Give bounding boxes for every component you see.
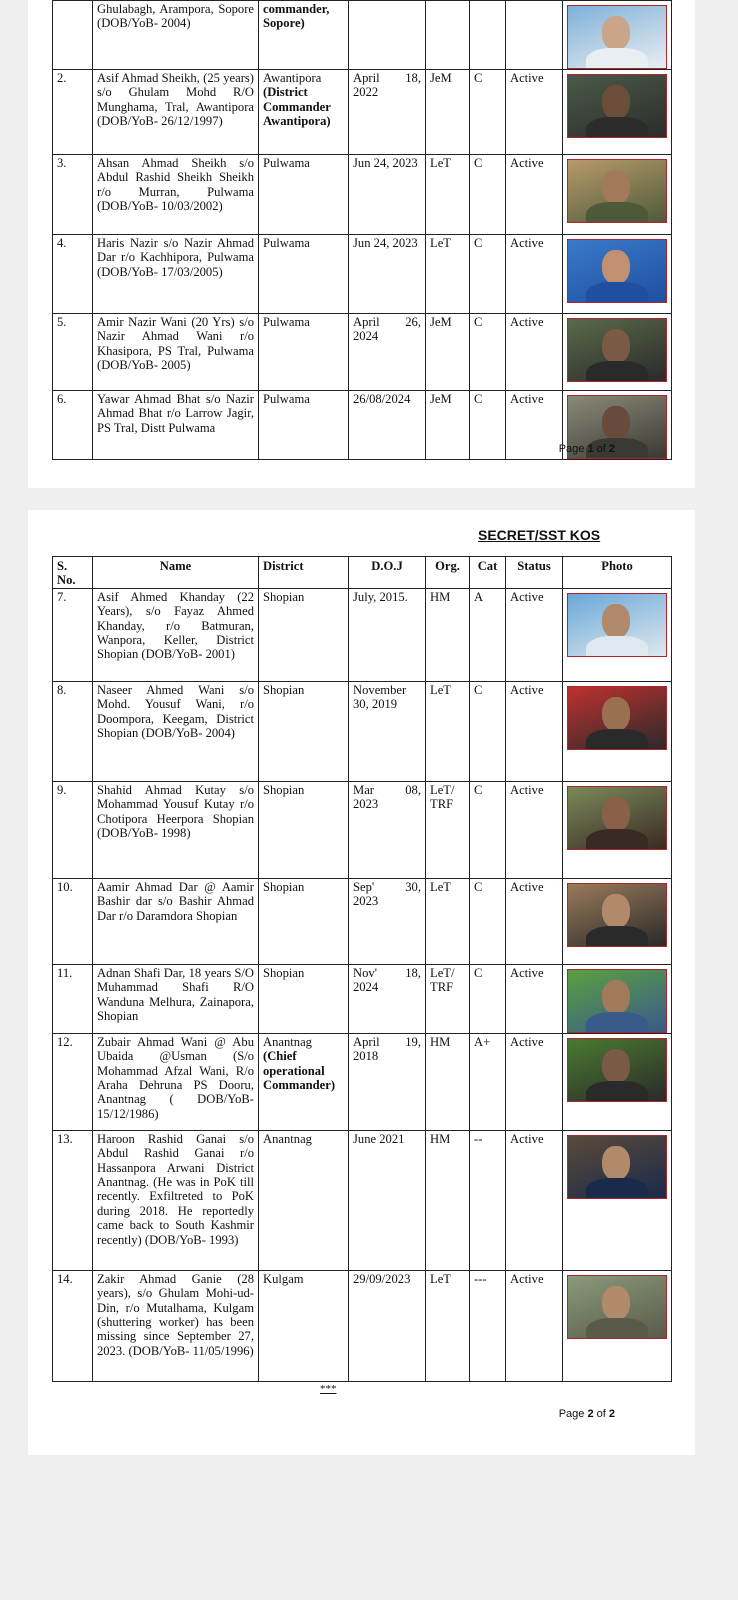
status: Active (506, 1130, 563, 1270)
serial-number (53, 1, 93, 70)
serial-number: 13. (53, 1130, 93, 1270)
photo-body-shape (586, 1318, 648, 1339)
person-photo (567, 74, 667, 138)
name-cell: Zakir Ahmad Ganie (28 years), s/o Ghulam Mohi-ud-Din, r/o Mutalhama, Kulgam (shuttering worker) has been missing since September 27, 2023. (DOB/YoB- 11/05/1996) (93, 1270, 259, 1381)
organisation: LeT (426, 235, 470, 314)
serial-number: 7. (53, 588, 93, 681)
table-row (53, 70, 672, 155)
date-of-joining: Jun 24, 2023 (349, 155, 426, 235)
photo-body-shape (586, 729, 648, 750)
organisation: JeM (426, 70, 470, 155)
category: --- (470, 1270, 506, 1381)
category: C (470, 878, 506, 964)
serial-number: 8. (53, 681, 93, 781)
date-of-joining: 26/08/2024 (349, 391, 426, 460)
category (470, 1, 506, 70)
serial-number: 3. (53, 155, 93, 235)
name-cell: Shahid Ahmad Kutay s/o Mohammad Yousuf Kutay r/o Chotipora Heerpora Shopian (DOB/YoB- 1998) (93, 781, 259, 878)
photo-cell (563, 1, 672, 70)
category: C (470, 155, 506, 235)
date-of-joining: 29/09/2023 (349, 1270, 426, 1381)
photo-body-shape (586, 202, 648, 223)
photo-head-shape (602, 1146, 630, 1180)
district-name: Pulwama (263, 156, 310, 170)
header-district: District (259, 557, 349, 589)
page-current: 2 (587, 1408, 594, 1420)
page-of: of (593, 443, 609, 455)
header-status: Status (506, 557, 563, 589)
photo-body-shape (586, 117, 648, 138)
photo-cell (563, 70, 672, 155)
serial-number: 4. (53, 235, 93, 314)
district-name: Shopian (263, 879, 305, 894)
page-number (559, 1408, 615, 1420)
document-page-1 (28, 0, 695, 488)
district-cell (259, 588, 349, 681)
status: Active (506, 235, 563, 314)
district-cell (259, 155, 349, 235)
date-of-joining: April 19, 2018 (349, 1033, 426, 1130)
photo-head-shape (602, 980, 630, 1014)
organisation: JeM (426, 391, 470, 460)
table-header-row (53, 557, 672, 589)
organisation: HM (426, 1033, 470, 1130)
status: Active (506, 588, 563, 681)
date-of-joining (349, 1, 426, 70)
name-cell: Naseer Ahmed Wani s/o Mohd. Yousuf Wani, r/o Doompora, Keegam, District Shopian (DOB/YoB- 2004) (93, 681, 259, 781)
person-photo (567, 159, 667, 223)
photo-head-shape (602, 406, 630, 440)
name-cell: Ghulabagh, Arampora, Sopore (DOB/YoB- 2004) (93, 1, 259, 70)
serial-number: 12. (53, 1033, 93, 1130)
serial-number: 6. (53, 391, 93, 460)
category: C (470, 391, 506, 460)
date-of-joining: July, 2015. (349, 588, 426, 681)
organisation: LeT/ TRF (426, 781, 470, 878)
name-cell: Asif Ahmed Khanday (22 Years), s/o Fayaz Ahmed Khanday, r/o Batmuran, Wanpora, Keller, District Shopian (DOB/YoB- 2001) (93, 588, 259, 681)
photo-body-shape (586, 829, 648, 850)
date-of-joining: April 26, 2024 (349, 314, 426, 391)
district-cell (259, 681, 349, 781)
organisation: LeT (426, 155, 470, 235)
organisation: LeT (426, 878, 470, 964)
militant-table-page-2 (52, 556, 672, 1382)
category: -- (470, 1130, 506, 1270)
status: Active (506, 964, 563, 1033)
table-row (53, 1033, 672, 1130)
document-page-2 (28, 510, 695, 1455)
table-row (53, 588, 672, 681)
page-of: of (593, 1408, 609, 1420)
date-of-joining: Mar 08, 2023 (349, 781, 426, 878)
table-row (53, 314, 672, 391)
organisation: LeT/ TRF (426, 964, 470, 1033)
photo-head-shape (602, 16, 630, 50)
serial-number: 5. (53, 314, 93, 391)
table-row (53, 235, 672, 314)
status: Active (506, 70, 563, 155)
organisation: LeT (426, 681, 470, 781)
person-photo (567, 5, 667, 69)
date-of-joining: Jun 24, 2023 (349, 235, 426, 314)
photo-body-shape (586, 361, 648, 382)
person-photo (567, 1275, 667, 1339)
photo-head-shape (602, 170, 630, 204)
serial-number: 10. (53, 878, 93, 964)
district-name: Shopian (263, 782, 305, 797)
photo-cell (563, 588, 672, 681)
photo-head-shape (602, 797, 630, 831)
category: C (470, 781, 506, 878)
date-of-joining: Nov' 18, 2024 (349, 964, 426, 1033)
district-name: Pulwama (263, 315, 310, 329)
organisation: JeM (426, 314, 470, 391)
name-cell: Aamir Ahmad Dar @ Aamir Bashir dar s/o Bashir Ahmad Dar r/o Daramdora Shopian (93, 878, 259, 964)
photo-body-shape (586, 282, 648, 303)
district-cell (259, 964, 349, 1033)
person-photo (567, 969, 667, 1033)
name-cell: Ahsan Ahmad Sheikh s/o Abdul Rashid Sheikh Sheikh r/o Murran, Pulwama (DOB/YoB- 10/03/2002) (93, 155, 259, 235)
header-cat: Cat (470, 557, 506, 589)
page-total: 2 (608, 443, 615, 455)
table-row (53, 878, 672, 964)
photo-body-shape (586, 636, 648, 657)
photo-cell (563, 314, 672, 391)
person-photo (567, 786, 667, 850)
page-total: 2 (608, 1408, 615, 1420)
district-cell (259, 1270, 349, 1381)
person-photo (567, 318, 667, 382)
serial-number: 14. (53, 1270, 93, 1381)
person-photo (567, 883, 667, 947)
organisation: LeT (426, 1270, 470, 1381)
category: A (470, 588, 506, 681)
district-cell (259, 235, 349, 314)
person-photo (567, 593, 667, 657)
photo-cell (563, 681, 672, 781)
end-mark: *** (320, 1383, 337, 1395)
status: Active (506, 391, 563, 460)
district-cell (259, 1130, 349, 1270)
district-cell (259, 781, 349, 878)
militant-table-page-1 (52, 0, 672, 460)
district-cell (259, 1033, 349, 1130)
organisation: HM (426, 588, 470, 681)
status: Active (506, 681, 563, 781)
header-doj: D.O.J (349, 557, 426, 589)
district-role: commander, Sopore) (263, 2, 330, 31)
serial-number: 11. (53, 964, 93, 1033)
page-current: 1 (587, 443, 594, 455)
district-name: Anantnag (263, 1131, 312, 1146)
district-cell (259, 391, 349, 460)
district-name: Shopian (263, 682, 305, 697)
organisation: HM (426, 1130, 470, 1270)
category: C (470, 70, 506, 155)
name-cell: Zubair Ahmad Wani @ Abu Ubaida @Usman (S/o Mohammad Afzal Wani, R/o Araha Dehruna PS Dooru, Anantnag ( DOB/YoB- 15/12/1986) (93, 1033, 259, 1130)
table-row (53, 1270, 672, 1381)
district-cell (259, 1, 349, 70)
serial-number: 2. (53, 70, 93, 155)
photo-head-shape (602, 329, 630, 363)
person-photo (567, 686, 667, 750)
status: Active (506, 1033, 563, 1130)
category: A+ (470, 1033, 506, 1130)
photo-cell (563, 235, 672, 314)
page-number (559, 443, 615, 455)
district-cell (259, 314, 349, 391)
header-name: Name (93, 557, 259, 589)
photo-cell (563, 1033, 672, 1130)
person-photo (567, 1038, 667, 1102)
photo-cell (563, 1130, 672, 1270)
table-row (53, 681, 672, 781)
serial-number: 9. (53, 781, 93, 878)
photo-cell (563, 155, 672, 235)
photo-cell (563, 964, 672, 1033)
photo-cell (563, 781, 672, 878)
photo-cell (563, 878, 672, 964)
page-label: Page (558, 443, 588, 455)
photo-body-shape (586, 1081, 648, 1102)
photo-body-shape (586, 48, 648, 69)
name-cell: Haroon Rashid Ganai s/o Abdul Rashid Ganai r/o Hassanpora Arwani District Anantnag. (He was in PoK till recently. Exfiltreted to PoK during 2018. He reportedly came back to South Kashmir recently) (DOB/YoB- 1993) (93, 1130, 259, 1270)
district-name: Anantnag (263, 1034, 312, 1049)
category: C (470, 314, 506, 391)
district-name: Awantipora (263, 71, 322, 85)
district-name: Pulwama (263, 236, 310, 250)
person-photo (567, 1135, 667, 1199)
photo-head-shape (602, 1049, 630, 1083)
district-cell (259, 878, 349, 964)
table-row (53, 1, 672, 70)
category: C (470, 235, 506, 314)
date-of-joining: November 30, 2019 (349, 681, 426, 781)
name-cell: Asif Ahmad Sheikh, (25 years) s/o Ghulam Mohd R/O Munghama, Tral, Awantipora (DOB/YoB- 26/12/1997) (93, 70, 259, 155)
name-cell: Adnan Shafi Dar, 18 years S/O Muhammad Shafi R/O Wanduna Melhura, Zainapora, Shopian (93, 964, 259, 1033)
district-name: Pulwama (263, 392, 310, 406)
photo-cell (563, 1270, 672, 1381)
district-cell (259, 70, 349, 155)
header-sno: S. No. (53, 557, 93, 589)
photo-body-shape (586, 926, 648, 947)
status: Active (506, 781, 563, 878)
status (506, 1, 563, 70)
photo-body-shape (586, 1012, 648, 1033)
person-photo (567, 239, 667, 303)
status: Active (506, 1270, 563, 1381)
table-row (53, 155, 672, 235)
name-cell: Yawar Ahmad Bhat s/o Nazir Ahmad Bhat r/o Larrow Jagir, PS Tral, Distt Pulwama (93, 391, 259, 460)
district-name: Shopian (263, 965, 305, 980)
classification-label: SECRET/SST KOS (478, 527, 601, 543)
district-name: Shopian (263, 589, 305, 604)
photo-head-shape (602, 85, 630, 119)
table-row (53, 964, 672, 1033)
table-row (53, 1130, 672, 1270)
table-row (53, 781, 672, 878)
status: Active (506, 314, 563, 391)
photo-head-shape (602, 250, 630, 284)
header-org: Org. (426, 557, 470, 589)
status: Active (506, 878, 563, 964)
organisation (426, 1, 470, 70)
photo-head-shape (602, 894, 630, 928)
status: Active (506, 155, 563, 235)
district-role: (Chief operational Commander) (263, 1049, 336, 1093)
date-of-joining: June 2021 (349, 1130, 426, 1270)
district-name: Kulgam (263, 1271, 304, 1286)
name-cell: Haris Nazir s/o Nazir Ahmad Dar r/o Kachhipora, Pulwama (DOB/YoB- 17/03/2005) (93, 235, 259, 314)
photo-head-shape (602, 604, 630, 638)
photo-head-shape (602, 697, 630, 731)
name-cell: Amir Nazir Wani (20 Yrs) s/o Nazir Ahmad Wani r/o Khasipora, PS Tral, Pulwama (DOB/YoB- 2005) (93, 314, 259, 391)
photo-head-shape (602, 1286, 630, 1320)
category: C (470, 681, 506, 781)
date-of-joining: April 18, 2022 (349, 70, 426, 155)
date-of-joining: Sep' 30, 2023 (349, 878, 426, 964)
district-role: (District Commander Awantipora) (263, 85, 331, 129)
page-label: Page (558, 1408, 588, 1420)
photo-body-shape (586, 1178, 648, 1199)
header-photo: Photo (563, 557, 672, 589)
category: C (470, 964, 506, 1033)
